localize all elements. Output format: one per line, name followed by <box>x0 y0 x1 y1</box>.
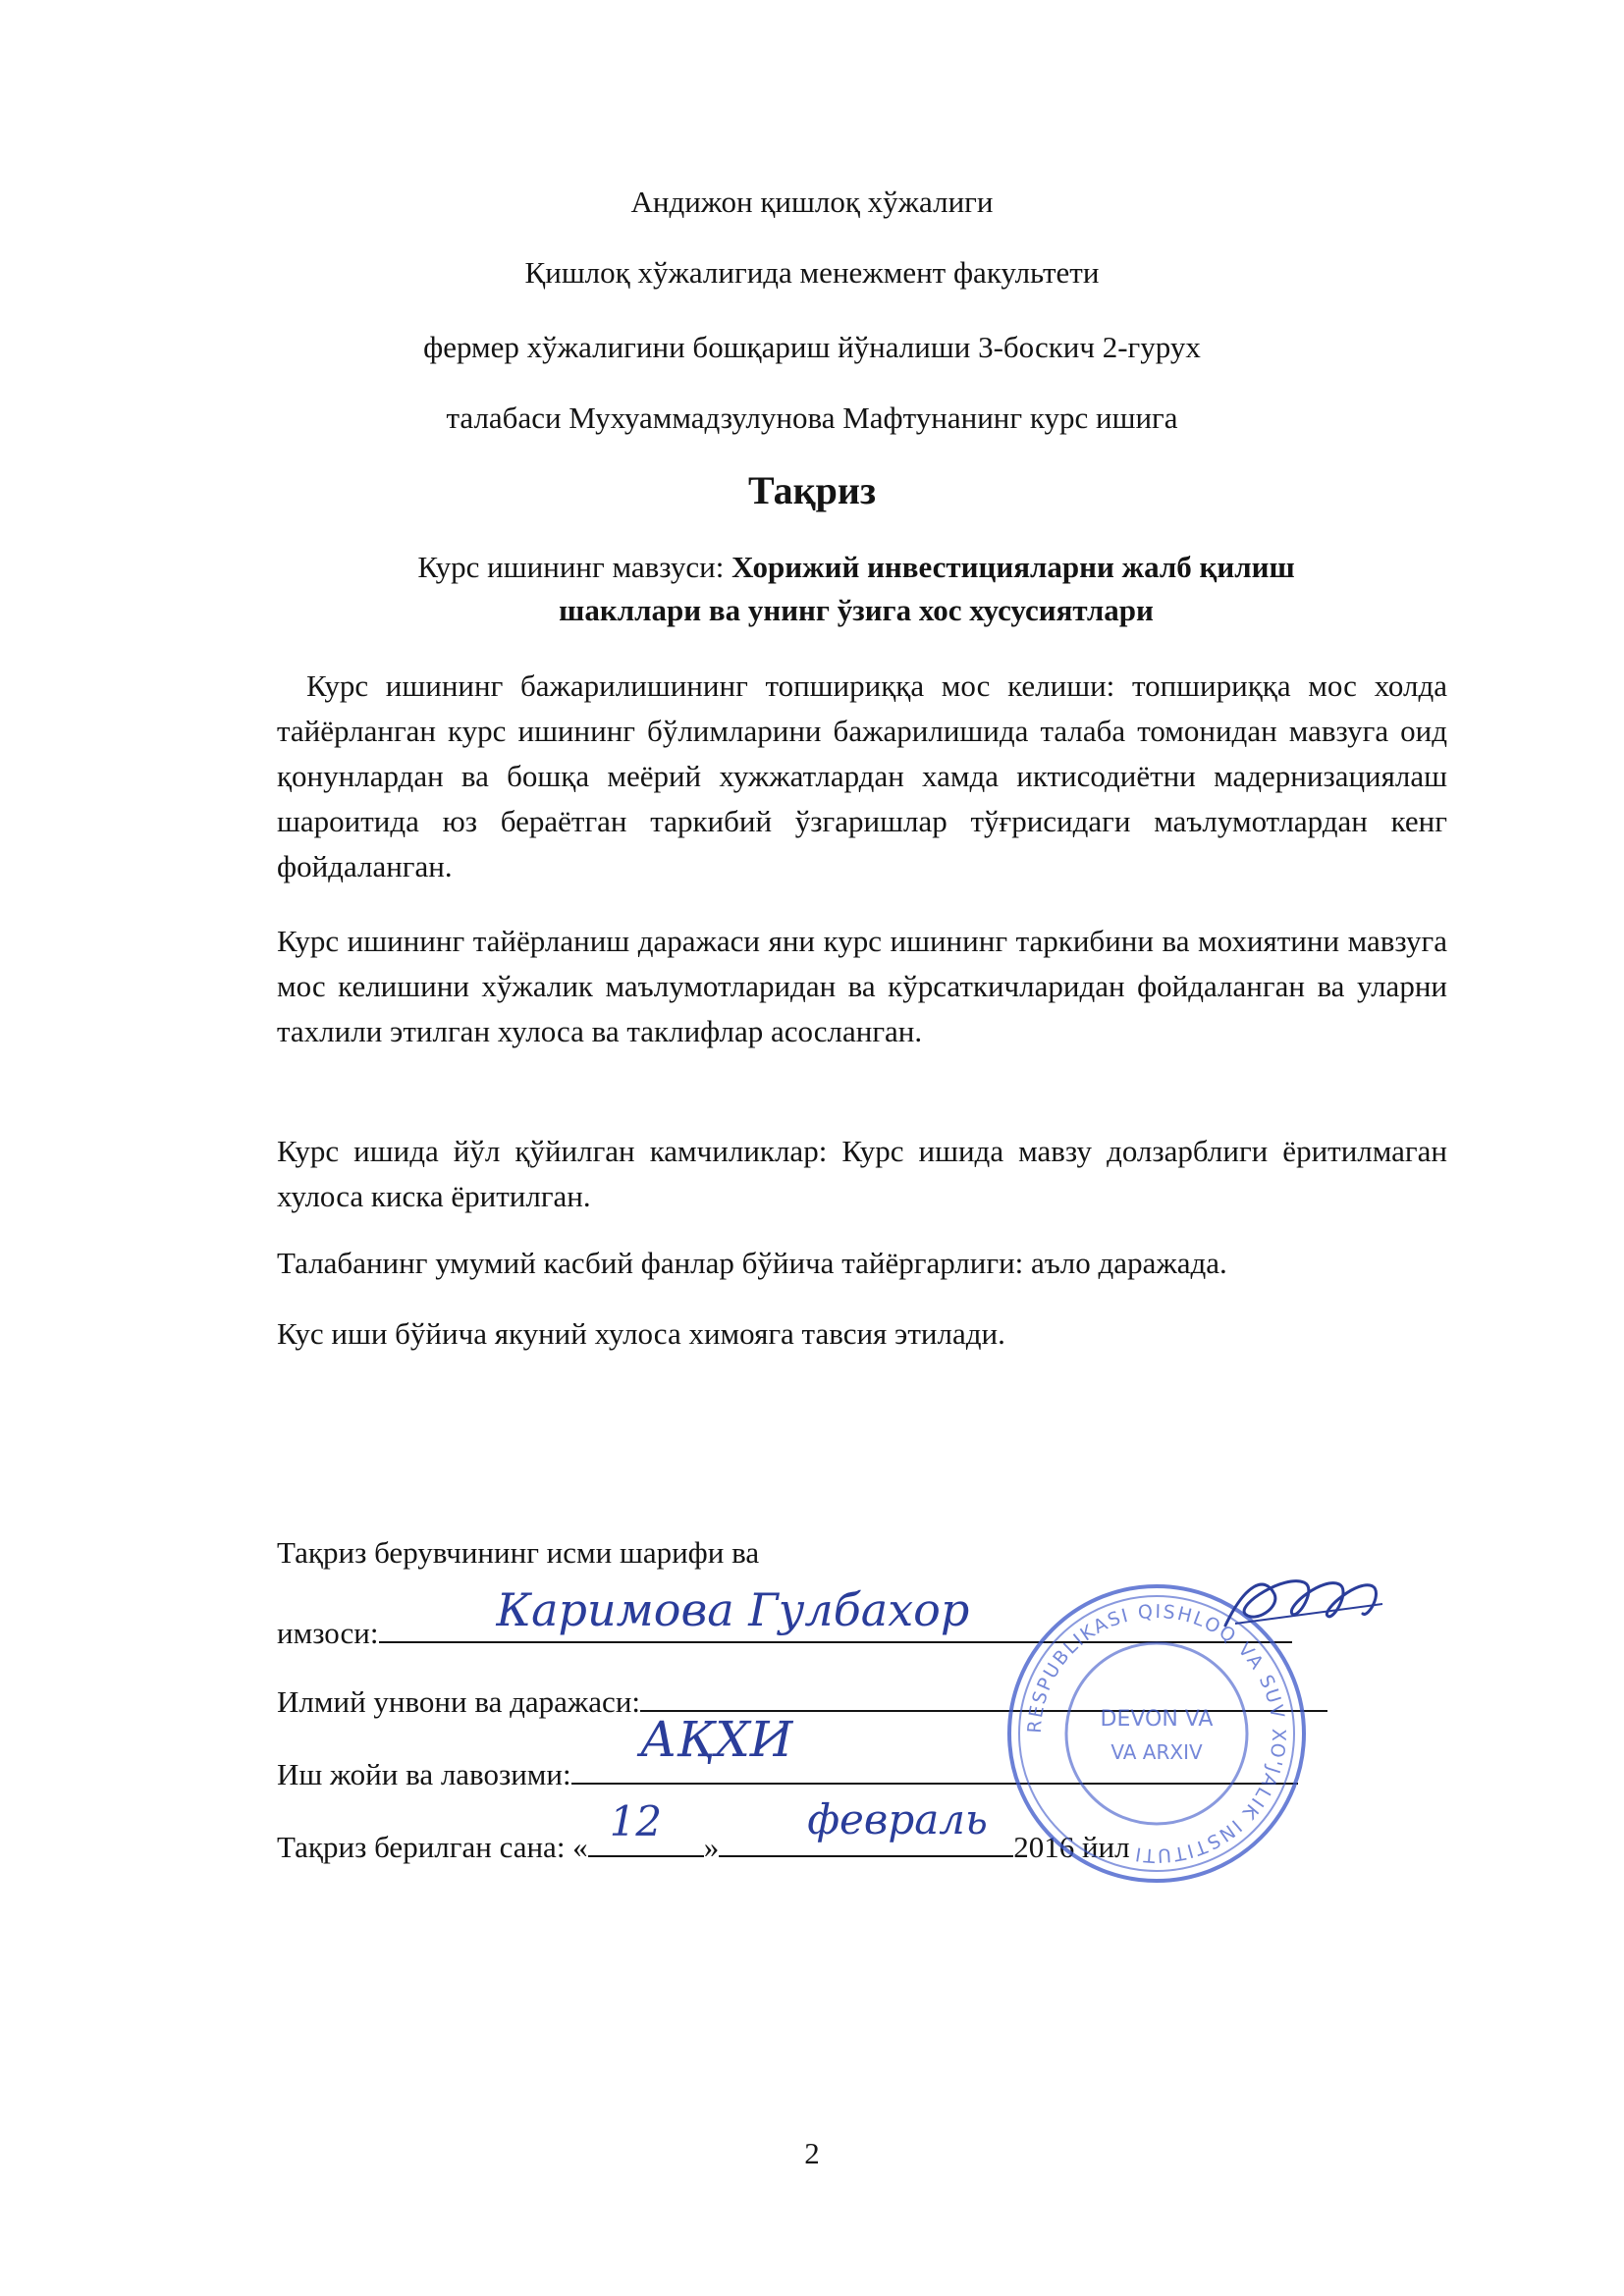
workplace-label: Иш жойи ва лавозими: <box>277 1757 571 1791</box>
reviewer-label: Тақриз берувчининг исми шарифи ва <box>277 1535 760 1570</box>
paragraph-compliance: Курс ишининг бажарилишининг топшириққа мос келиши: топшириққа мос холда тайёрланган курс ишининг бўлимларини бажарилишида талаба томонидан мавзуга оид қонунлардан ва бошқа меёрий хужжатлардан хамда иктисодиётни мадернизациялаш шароитида юз бераётган таркибий ўзгаришлар тўғрисидаги маълумотлардан кенг фойдаланган. <box>277 668 1447 883</box>
date-day-fill <box>588 1797 704 1857</box>
stamp-center-line2: VA ARXIV <box>1110 1740 1203 1764</box>
paragraph-conclusion: Кус иши бўйича якуний хулоса химояга тавсия этилади. <box>277 1316 1005 1351</box>
date-label: Тақриз берилган сана: « <box>277 1830 588 1864</box>
topic-text-line2: шакллари ва унинг ўзига хос хусусиятлари <box>559 593 1154 627</box>
paragraph-shortcomings: Курс ишида йўл қўйилган камчиликлар: Курс ишида мавзу долзарблиги ёритилмаган хулоса киска ёритилган. <box>277 1134 1447 1213</box>
date-day-handwritten: 12 <box>609 1797 663 1845</box>
header-student: талабаси Мухуаммадзулунова Мафтунанинг курс ишига <box>446 400 1178 435</box>
signature-label: имзоси: <box>277 1616 379 1650</box>
paragraph-preparation: Курс ишининг тайёрланиш даражаси яни курс ишининг таркибини ва мохиятини мавзуга мос келишини хўжалик маълумотларидан ва кўрсаткичларидан фойдаланган ва уларни тахлили этилган хулоса ва таклифлар асосланган. <box>277 924 1447 1048</box>
date-mid: » <box>703 1830 720 1864</box>
date-year: 2016 йил <box>1013 1830 1130 1864</box>
date-month-fill <box>719 1795 1013 1857</box>
header-institution: Андижон қишлоқ хўжалиги <box>630 185 994 219</box>
reviewer-name-handwritten: Каримова Гулбахор <box>496 1583 970 1636</box>
stamp-ring-text: RESPUBLIKASI QISHLOQ VA SUV XO'JALIK INSTITUTI <box>1023 1600 1290 1867</box>
date-month-handwritten: февраль <box>807 1795 988 1843</box>
document-title: Тақриз <box>747 468 877 512</box>
page-number: 2 <box>804 2136 820 2170</box>
header-faculty: Қишлоқ хўжалигида менежмент факультети <box>524 255 1100 290</box>
signature-scribble <box>1216 1565 1392 1643</box>
course-topic <box>285 546 1428 632</box>
topic-text-line1: Хорижий инвестицияларни жалб қилиш <box>731 550 1295 584</box>
paragraph-readiness: Талабанинг умумий касбий фанлар бўйича тайёргарлиги: аъло даражада. <box>277 1246 1227 1280</box>
stamp-center-line1: DEVON VA <box>1100 1707 1214 1732</box>
topic-label: Курс ишининг мавзуси: <box>417 550 725 584</box>
degree-label: Илмий унвони ва даражаси: <box>277 1684 641 1719</box>
workplace-handwritten: АҚХИ <box>639 1711 793 1768</box>
reviewer-label-line <box>277 1533 759 1573</box>
header-program: фермер хўжалигини бошқариш йўналиши 3-боскич 2-гурух <box>423 330 1201 364</box>
